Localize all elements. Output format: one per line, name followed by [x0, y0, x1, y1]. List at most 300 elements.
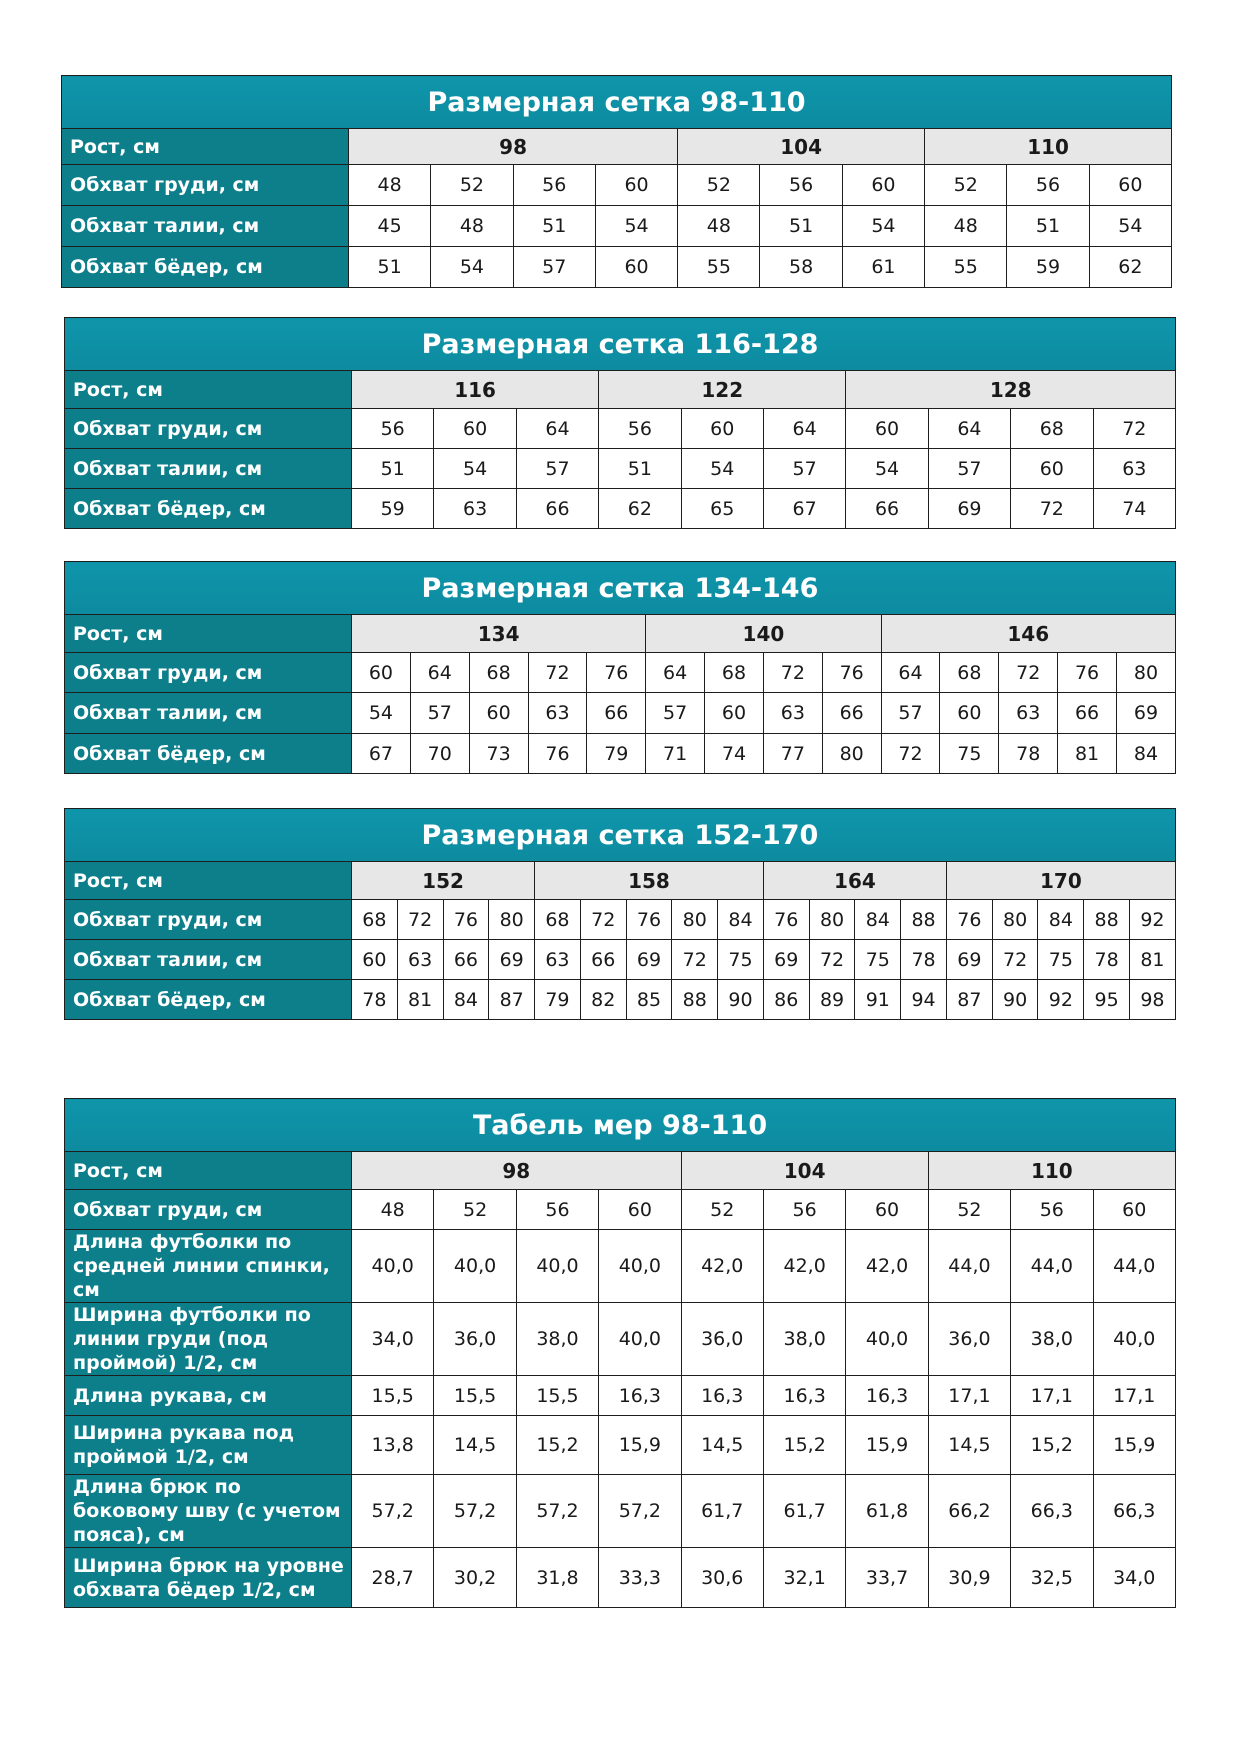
row-label: Ширина рукава под проймой 1/2, см — [65, 1416, 352, 1475]
table-cell: 57 — [646, 693, 705, 734]
table-cell: 54 — [595, 206, 677, 247]
row-label: Обхват груди, см — [65, 653, 352, 693]
table-row — [62, 206, 1172, 247]
row-label: Рост, см — [65, 1152, 352, 1190]
height-row — [65, 371, 1176, 409]
table-cell: 55 — [678, 247, 760, 288]
table-cell: 56 — [1007, 165, 1089, 206]
table-cell: 84 — [855, 900, 901, 940]
table-cell: 57 — [516, 449, 598, 489]
table-cell: 84 — [1116, 734, 1175, 774]
table-row — [65, 900, 1176, 940]
table-cell: 16,3 — [763, 1376, 845, 1416]
table-cell: 78 — [901, 940, 947, 980]
table-cell: 54 — [842, 206, 924, 247]
table-cell: 88 — [901, 900, 947, 940]
table-cell: 63 — [1093, 449, 1176, 489]
height-group-header: 134 — [352, 615, 646, 653]
table-row — [65, 980, 1176, 1020]
table-cell: 79 — [535, 980, 581, 1020]
table-cell: 66 — [516, 489, 598, 529]
table-cell: 51 — [760, 206, 842, 247]
size-table — [61, 75, 1172, 288]
table-row — [65, 409, 1176, 449]
table-cell: 42,0 — [681, 1230, 763, 1303]
table-cell: 60 — [595, 165, 677, 206]
table-cell: 76 — [1058, 653, 1117, 693]
table-cell: 56 — [760, 165, 842, 206]
table-cell: 57 — [513, 247, 595, 288]
table-cell: 40,0 — [434, 1230, 516, 1303]
table-cell: 81 — [397, 980, 443, 1020]
table-cell: 72 — [397, 900, 443, 940]
table-title: Размерная сетка 134-146 — [65, 562, 1176, 615]
table-cell: 52 — [681, 1190, 763, 1230]
table-cell: 40,0 — [599, 1230, 681, 1303]
table-cell: 64 — [646, 653, 705, 693]
table-cell: 40,0 — [516, 1230, 598, 1303]
table-cell: 38,0 — [516, 1303, 598, 1376]
table-cell: 57 — [881, 693, 940, 734]
table-cell: 17,1 — [928, 1376, 1010, 1416]
table-cell: 65 — [681, 489, 763, 529]
size-table — [64, 808, 1176, 1020]
table-cell: 82 — [580, 980, 626, 1020]
table-cell: 15,5 — [516, 1376, 598, 1416]
row-label: Обхват груди, см — [62, 165, 349, 206]
table-title: Табель мер 98-110 — [65, 1099, 1176, 1152]
size-table — [64, 317, 1176, 529]
table-cell: 15,9 — [599, 1416, 681, 1475]
height-group-header: 146 — [881, 615, 1175, 653]
table-cell: 73 — [469, 734, 528, 774]
table-cell: 63 — [535, 940, 581, 980]
table-cell: 28,7 — [352, 1548, 434, 1608]
table-cell: 54 — [846, 449, 928, 489]
table-cell: 72 — [580, 900, 626, 940]
height-group-header: 104 — [681, 1152, 928, 1190]
table-cell: 60 — [352, 653, 411, 693]
table-cell: 69 — [763, 940, 809, 980]
table-cell: 48 — [925, 206, 1007, 247]
height-row — [65, 615, 1176, 653]
row-label: Обхват груди, см — [65, 1190, 352, 1230]
table-cell: 78 — [352, 980, 398, 1020]
table-title-row — [65, 318, 1176, 371]
height-row — [65, 862, 1176, 900]
table-cell: 60 — [705, 693, 764, 734]
table-row — [65, 1416, 1176, 1475]
table-cell: 94 — [901, 980, 947, 1020]
table-cell: 42,0 — [846, 1230, 928, 1303]
table-cell: 52 — [678, 165, 760, 206]
table-row — [65, 693, 1176, 734]
table-cell: 48 — [352, 1190, 434, 1230]
table-cell: 56 — [763, 1190, 845, 1230]
table-row — [65, 489, 1176, 529]
table-cell: 69 — [626, 940, 672, 980]
table-row — [65, 734, 1176, 774]
table-cell: 66,2 — [928, 1475, 1010, 1548]
table-cell: 66 — [587, 693, 646, 734]
table-cell: 33,3 — [599, 1548, 681, 1608]
table-cell: 76 — [822, 653, 881, 693]
table-cell: 57 — [763, 449, 845, 489]
table-cell: 32,5 — [1011, 1548, 1093, 1608]
table-cell: 56 — [599, 409, 681, 449]
height-group-header: 110 — [928, 1152, 1175, 1190]
table-cell: 68 — [469, 653, 528, 693]
table-cell: 60 — [842, 165, 924, 206]
table-cell: 15,2 — [516, 1416, 598, 1475]
table-cell: 54 — [434, 449, 516, 489]
table-cell: 52 — [925, 165, 1007, 206]
table-cell: 72 — [999, 653, 1058, 693]
table-row — [65, 1548, 1176, 1608]
table-cell: 67 — [763, 489, 845, 529]
row-label: Рост, см — [62, 129, 349, 165]
row-label: Обхват груди, см — [65, 409, 352, 449]
height-row — [65, 1152, 1176, 1190]
table-cell: 60 — [1089, 165, 1171, 206]
table-cell: 66 — [846, 489, 928, 529]
table-cell: 61,7 — [763, 1475, 845, 1548]
table-cell: 85 — [626, 980, 672, 1020]
table-cell: 98 — [1130, 980, 1176, 1020]
table-cell: 15,5 — [434, 1376, 516, 1416]
table-cell: 84 — [718, 900, 764, 940]
table-cell: 72 — [1093, 409, 1176, 449]
table-cell: 57 — [928, 449, 1010, 489]
table-cell: 36,0 — [681, 1303, 763, 1376]
table-cell: 63 — [434, 489, 516, 529]
table-cell: 75 — [718, 940, 764, 980]
table-cell: 90 — [992, 980, 1038, 1020]
table-cell: 71 — [646, 734, 705, 774]
table-cell: 78 — [999, 734, 1058, 774]
row-label: Обхват талии, см — [62, 206, 349, 247]
table-row — [62, 165, 1172, 206]
table-cell: 64 — [410, 653, 469, 693]
table-cell: 76 — [587, 653, 646, 693]
table-cell: 15,2 — [763, 1416, 845, 1475]
row-label: Обхват талии, см — [65, 449, 352, 489]
table-cell: 45 — [349, 206, 431, 247]
table-cell: 80 — [822, 734, 881, 774]
table-cell: 92 — [1038, 980, 1084, 1020]
table-row — [65, 1230, 1176, 1303]
table-cell: 57 — [410, 693, 469, 734]
table-cell: 60 — [846, 409, 928, 449]
table-cell: 69 — [946, 940, 992, 980]
table-cell: 60 — [1093, 1190, 1175, 1230]
table-cell: 60 — [595, 247, 677, 288]
table-cell: 59 — [1007, 247, 1089, 288]
table-cell: 17,1 — [1093, 1376, 1175, 1416]
row-label: Обхват бёдер, см — [65, 734, 352, 774]
table-cell: 36,0 — [928, 1303, 1010, 1376]
table-row — [65, 1376, 1176, 1416]
table-cell: 66 — [1058, 693, 1117, 734]
table-cell: 44,0 — [928, 1230, 1010, 1303]
table-cell: 68 — [352, 900, 398, 940]
table-cell: 77 — [763, 734, 822, 774]
table-cell: 74 — [1093, 489, 1176, 529]
table-cell: 58 — [760, 247, 842, 288]
table-cell: 86 — [763, 980, 809, 1020]
table-cell: 56 — [352, 409, 434, 449]
table-cell: 34,0 — [352, 1303, 434, 1376]
table-title-row — [62, 76, 1172, 129]
height-group-header: 158 — [535, 862, 764, 900]
table-cell: 80 — [489, 900, 535, 940]
table-cell: 76 — [763, 900, 809, 940]
table-row — [65, 653, 1176, 693]
row-label: Рост, см — [65, 615, 352, 653]
height-group-header: 110 — [925, 129, 1172, 165]
table-cell: 74 — [705, 734, 764, 774]
table-row — [65, 940, 1176, 980]
table-cell: 55 — [925, 247, 1007, 288]
table-cell: 54 — [681, 449, 763, 489]
table-title: Размерная сетка 152-170 — [65, 809, 1176, 862]
table-cell: 51 — [599, 449, 681, 489]
table-cell: 15,9 — [846, 1416, 928, 1475]
table-cell: 40,0 — [1093, 1303, 1175, 1376]
table-cell: 61 — [842, 247, 924, 288]
row-label: Обхват груди, см — [65, 900, 352, 940]
table-cell: 64 — [516, 409, 598, 449]
table-cell: 75 — [940, 734, 999, 774]
table-cell: 15,2 — [1011, 1416, 1093, 1475]
table-cell: 38,0 — [763, 1303, 845, 1376]
table-row — [65, 1475, 1176, 1548]
table-cell: 60 — [352, 940, 398, 980]
table-cell: 79 — [587, 734, 646, 774]
table-cell: 66 — [443, 940, 489, 980]
table-cell: 48 — [349, 165, 431, 206]
table-cell: 61,8 — [846, 1475, 928, 1548]
table-cell: 60 — [1011, 449, 1093, 489]
table-cell: 38,0 — [1011, 1303, 1093, 1376]
table-cell: 68 — [1011, 409, 1093, 449]
table-cell: 17,1 — [1011, 1376, 1093, 1416]
table-cell: 62 — [599, 489, 681, 529]
table-cell: 31,8 — [516, 1548, 598, 1608]
table-cell: 57,2 — [352, 1475, 434, 1548]
table-cell: 72 — [528, 653, 587, 693]
table-cell: 89 — [809, 980, 855, 1020]
table-row — [65, 449, 1176, 489]
table-cell: 75 — [1038, 940, 1084, 980]
table-cell: 57,2 — [516, 1475, 598, 1548]
table-cell: 14,5 — [681, 1416, 763, 1475]
table-cell: 51 — [352, 449, 434, 489]
table-cell: 51 — [513, 206, 595, 247]
height-group-header: 140 — [646, 615, 881, 653]
table-cell: 84 — [443, 980, 489, 1020]
table-cell: 72 — [881, 734, 940, 774]
row-label: Рост, см — [65, 862, 352, 900]
table-cell: 66 — [822, 693, 881, 734]
table-cell: 87 — [489, 980, 535, 1020]
table-cell: 16,3 — [599, 1376, 681, 1416]
height-group-header: 152 — [352, 862, 535, 900]
table-cell: 30,6 — [681, 1548, 763, 1608]
table-cell: 84 — [1038, 900, 1084, 940]
table-cell: 40,0 — [846, 1303, 928, 1376]
table-row — [65, 1190, 1176, 1230]
table-cell: 69 — [489, 940, 535, 980]
size-table — [64, 1098, 1176, 1608]
table-cell: 68 — [705, 653, 764, 693]
table-cell: 60 — [599, 1190, 681, 1230]
table-cell: 52 — [928, 1190, 1010, 1230]
row-label: Обхват бёдер, см — [62, 247, 349, 288]
table-cell: 63 — [528, 693, 587, 734]
table-cell: 63 — [999, 693, 1058, 734]
table-cell: 80 — [1116, 653, 1175, 693]
table-cell: 14,5 — [928, 1416, 1010, 1475]
table-cell: 30,2 — [434, 1548, 516, 1608]
table-cell: 54 — [431, 247, 513, 288]
table-title-row — [65, 809, 1176, 862]
table-cell: 44,0 — [1011, 1230, 1093, 1303]
table-cell: 67 — [352, 734, 411, 774]
table-cell: 76 — [626, 900, 672, 940]
table-cell: 69 — [1116, 693, 1175, 734]
table-cell: 80 — [809, 900, 855, 940]
table-cell: 15,5 — [352, 1376, 434, 1416]
table-cell: 80 — [672, 900, 718, 940]
table-cell: 76 — [946, 900, 992, 940]
row-label: Обхват талии, см — [65, 940, 352, 980]
table-cell: 60 — [469, 693, 528, 734]
table-cell: 92 — [1130, 900, 1176, 940]
height-group-header: 104 — [678, 129, 925, 165]
table-cell: 15,9 — [1093, 1416, 1175, 1475]
height-group-header: 98 — [349, 129, 678, 165]
table-title: Размерная сетка 116-128 — [65, 318, 1176, 371]
table-cell: 72 — [809, 940, 855, 980]
row-label: Обхват талии, см — [65, 693, 352, 734]
table-cell: 51 — [1007, 206, 1089, 247]
table-cell: 68 — [535, 900, 581, 940]
height-group-header: 98 — [352, 1152, 682, 1190]
table-cell: 36,0 — [434, 1303, 516, 1376]
table-row — [62, 247, 1172, 288]
table-cell: 13,8 — [352, 1416, 434, 1475]
table-cell: 66 — [580, 940, 626, 980]
table-cell: 63 — [763, 693, 822, 734]
table-cell: 90 — [718, 980, 764, 1020]
table-cell: 54 — [352, 693, 411, 734]
table-cell: 32,1 — [763, 1548, 845, 1608]
table-cell: 40,0 — [599, 1303, 681, 1376]
height-group-header: 170 — [946, 862, 1175, 900]
height-group-header: 122 — [599, 371, 846, 409]
table-cell: 72 — [992, 940, 1038, 980]
table-cell: 60 — [846, 1190, 928, 1230]
table-cell: 78 — [1084, 940, 1130, 980]
table-row — [65, 1303, 1176, 1376]
table-cell: 52 — [434, 1190, 516, 1230]
table-cell: 48 — [678, 206, 760, 247]
row-label: Ширина футболки по линии груди (под проймой) 1/2, см — [65, 1303, 352, 1376]
table-cell: 76 — [443, 900, 489, 940]
table-cell: 66,3 — [1093, 1475, 1175, 1548]
height-group-header: 116 — [352, 371, 599, 409]
table-cell: 81 — [1058, 734, 1117, 774]
table-cell: 62 — [1089, 247, 1171, 288]
table-cell: 66,3 — [1011, 1475, 1093, 1548]
table-cell: 16,3 — [681, 1376, 763, 1416]
size-table — [64, 561, 1176, 774]
row-label: Рост, см — [65, 371, 352, 409]
table-title: Размерная сетка 98-110 — [62, 76, 1172, 129]
table-cell: 64 — [928, 409, 1010, 449]
table-cell: 56 — [1011, 1190, 1093, 1230]
table-cell: 63 — [397, 940, 443, 980]
table-cell: 69 — [928, 489, 1010, 529]
table-cell: 64 — [881, 653, 940, 693]
height-row — [62, 129, 1172, 165]
table-cell: 72 — [763, 653, 822, 693]
table-cell: 16,3 — [846, 1376, 928, 1416]
row-label: Обхват бёдер, см — [65, 489, 352, 529]
table-cell: 81 — [1130, 940, 1176, 980]
table-title-row — [65, 562, 1176, 615]
table-cell: 54 — [1089, 206, 1171, 247]
row-label: Ширина брюк на уровне обхвата бёдер 1/2, см — [65, 1548, 352, 1608]
table-cell: 88 — [672, 980, 718, 1020]
table-cell: 68 — [940, 653, 999, 693]
row-label: Длина брюк по боковому шву (с учетом пояса), см — [65, 1475, 352, 1548]
table-cell: 14,5 — [434, 1416, 516, 1475]
table-cell: 87 — [946, 980, 992, 1020]
table-cell: 42,0 — [763, 1230, 845, 1303]
table-cell: 60 — [940, 693, 999, 734]
table-cell: 59 — [352, 489, 434, 529]
table-cell: 30,9 — [928, 1548, 1010, 1608]
table-cell: 95 — [1084, 980, 1130, 1020]
table-cell: 91 — [855, 980, 901, 1020]
table-cell: 64 — [763, 409, 845, 449]
table-cell: 70 — [410, 734, 469, 774]
table-cell: 75 — [855, 940, 901, 980]
row-label: Обхват бёдер, см — [65, 980, 352, 1020]
table-cell: 34,0 — [1093, 1548, 1175, 1608]
table-cell: 40,0 — [352, 1230, 434, 1303]
height-group-header: 164 — [763, 862, 946, 900]
table-cell: 33,7 — [846, 1548, 928, 1608]
table-cell: 56 — [513, 165, 595, 206]
table-cell: 88 — [1084, 900, 1130, 940]
table-cell: 57,2 — [599, 1475, 681, 1548]
table-cell: 56 — [516, 1190, 598, 1230]
table-cell: 57,2 — [434, 1475, 516, 1548]
table-cell: 48 — [431, 206, 513, 247]
table-cell: 60 — [681, 409, 763, 449]
height-group-header: 128 — [846, 371, 1176, 409]
row-label: Длина футболки по средней линии спинки, см — [65, 1230, 352, 1303]
table-cell: 61,7 — [681, 1475, 763, 1548]
table-cell: 76 — [528, 734, 587, 774]
table-title-row — [65, 1099, 1176, 1152]
row-label: Длина рукава, см — [65, 1376, 352, 1416]
table-cell: 72 — [1011, 489, 1093, 529]
table-cell: 72 — [672, 940, 718, 980]
